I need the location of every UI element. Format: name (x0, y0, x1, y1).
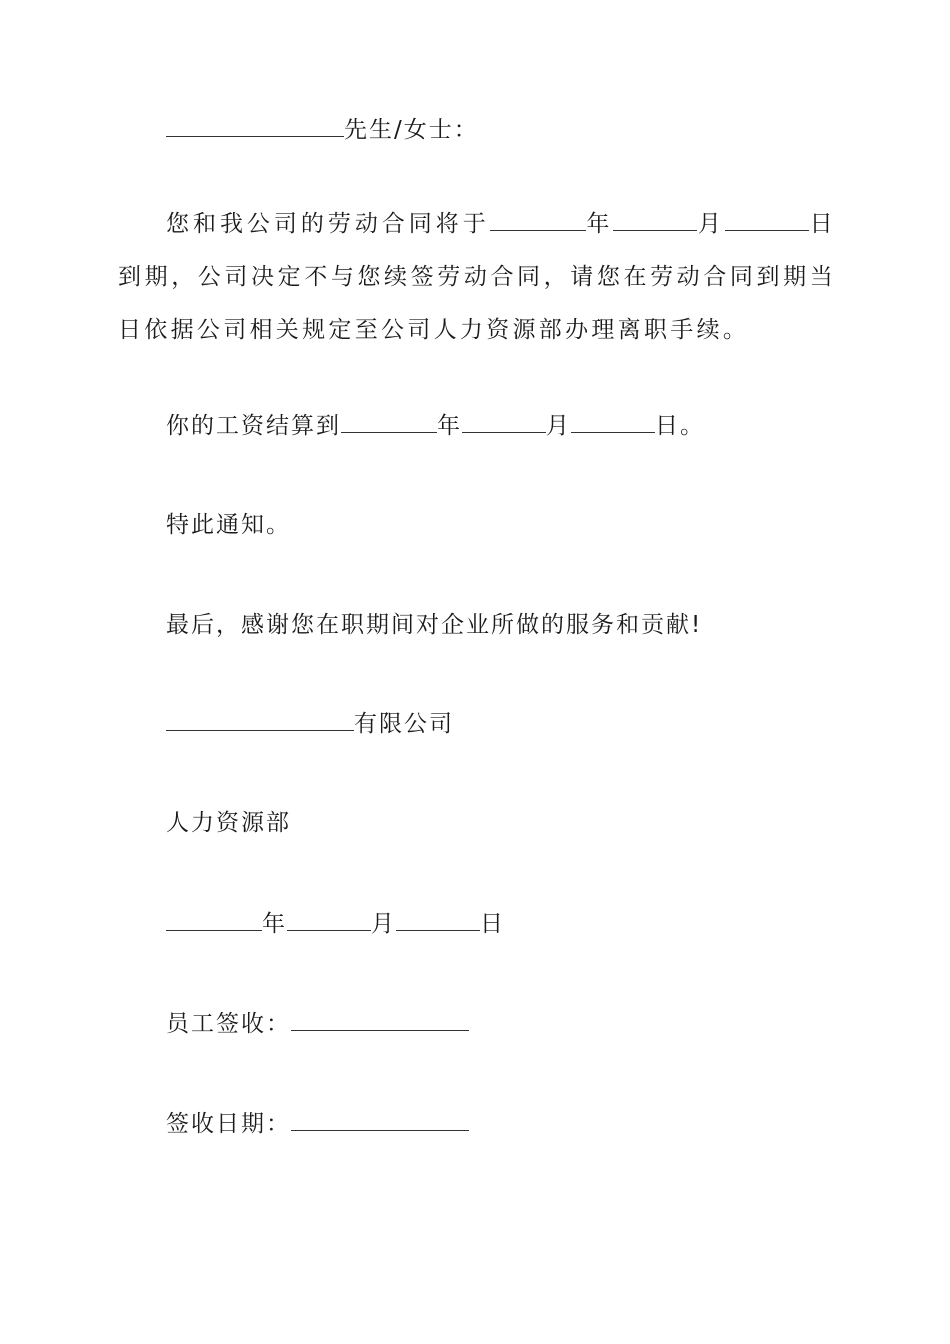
notice-line: 特此通知。 (166, 512, 291, 538)
department-line: 人力资源部 (166, 810, 291, 836)
body-month-label: 月 (697, 211, 725, 237)
recipient-name-blank[interactable] (166, 114, 344, 137)
employee-sign-blank[interactable] (291, 1008, 469, 1031)
salutation-line (166, 114, 479, 145)
date-line (166, 908, 505, 939)
company-suffix: 有限公司 (354, 711, 454, 737)
body-year-label: 年 (585, 211, 614, 237)
body-paragraph (118, 198, 836, 357)
issue-month-label: 月 (371, 911, 396, 937)
issue-month-blank[interactable] (287, 908, 371, 931)
salary-day-blank[interactable] (571, 410, 655, 433)
contract-end-day-blank[interactable] (725, 208, 809, 231)
salary-line (166, 410, 705, 441)
salary-text-before: 你的工资结算到 (166, 413, 341, 439)
employee-sign-line (166, 1008, 469, 1039)
salary-month-label: 月 (546, 413, 571, 439)
employee-sign-label: 员工签收： (166, 1011, 291, 1037)
salutation-suffix: 先生/女士： (344, 117, 479, 143)
issue-day-blank[interactable] (396, 908, 480, 931)
salary-month-blank[interactable] (462, 410, 546, 433)
contract-end-year-blank[interactable] (490, 208, 586, 231)
sign-date-label: 签收日期： (166, 1111, 291, 1137)
company-name-blank[interactable] (166, 708, 354, 731)
salary-day-label: 日。 (655, 413, 705, 439)
sign-date-blank[interactable] (291, 1108, 469, 1131)
thanks-line: 最后，感谢您在职期间对企业所做的服务和贡献! (166, 612, 703, 638)
issue-day-label: 日 (480, 911, 505, 937)
company-line (166, 708, 454, 739)
body-text-after: 日到期，公司决定不与您续签劳动合同，请您在劳动合同到期当日依据公司相关规定至公司人力资源部办理离职手续。 (118, 211, 836, 343)
salary-year-blank[interactable] (341, 410, 437, 433)
salary-year-label: 年 (437, 413, 462, 439)
issue-year-blank[interactable] (166, 908, 262, 931)
contract-end-month-blank[interactable] (613, 208, 697, 231)
issue-year-label: 年 (262, 911, 287, 937)
body-text-before: 您和我公司的劳动合同将于 (166, 211, 490, 237)
sign-date-line (166, 1108, 469, 1139)
